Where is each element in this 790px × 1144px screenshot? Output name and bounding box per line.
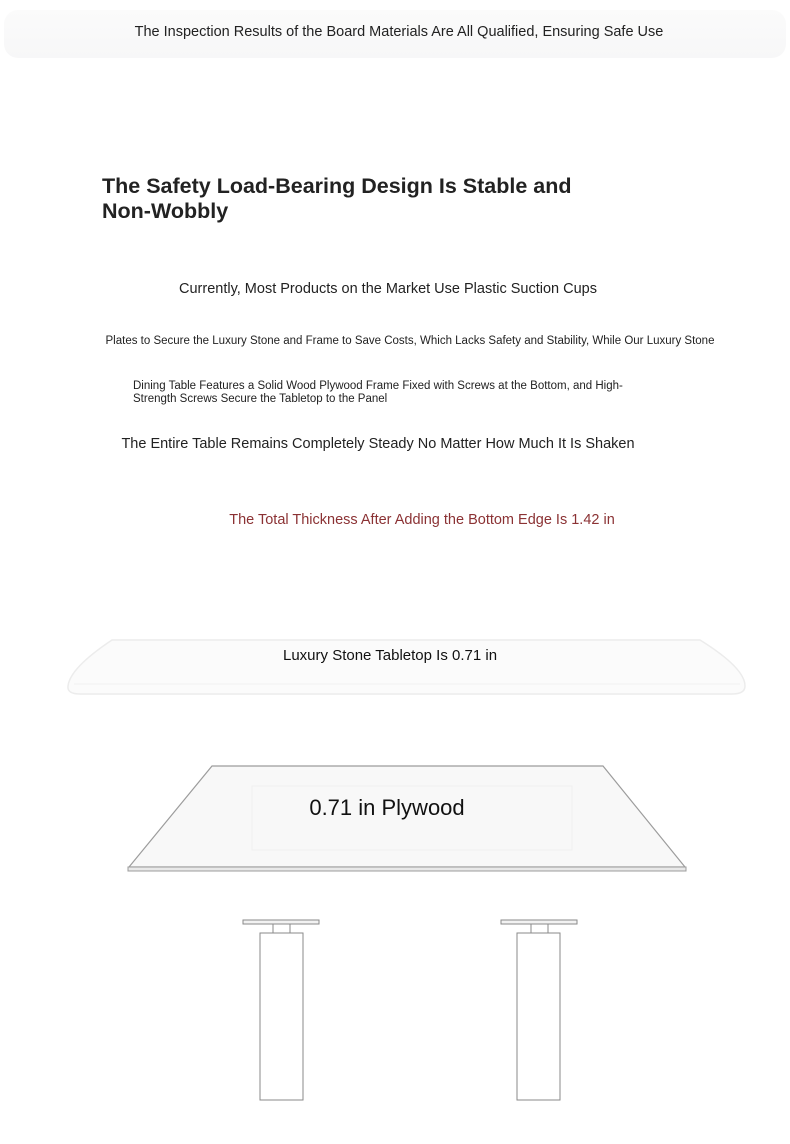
table-leg-left — [243, 920, 319, 1100]
plywood-label: 0.71 in Plywood — [309, 795, 465, 820]
description-line-2: Plates to Secure the Luxury Stone and Frame to Save Costs, Which Lacks Safety and Stability, While Our Luxury Stone — [105, 335, 715, 347]
banner-text: The Inspection Results of the Board Materials Are All Qualified, Ensuring Safe Use — [134, 24, 664, 40]
section-title: The Safety Load-Bearing Design Is Stable and Non-Wobbly — [102, 174, 572, 223]
thickness-note: The Total Thickness After Adding the Bottom Edge Is 1.42 in — [229, 512, 615, 528]
description-line-1: Currently, Most Products on the Market Use Plastic Suction Cups — [179, 281, 597, 297]
description-line-4: The Entire Table Remains Completely Steady No Matter How Much It Is Shaken — [121, 436, 635, 452]
stone-tabletop-label: Luxury Stone Tabletop Is 0.71 in — [283, 647, 498, 664]
description-line-3: Dining Table Features a Solid Wood Plywood Frame Fixed with Screws at the Bottom, and High-Strength Screws Secure the Tabletop to the Panel — [133, 380, 623, 405]
table-leg-right — [501, 920, 577, 1100]
